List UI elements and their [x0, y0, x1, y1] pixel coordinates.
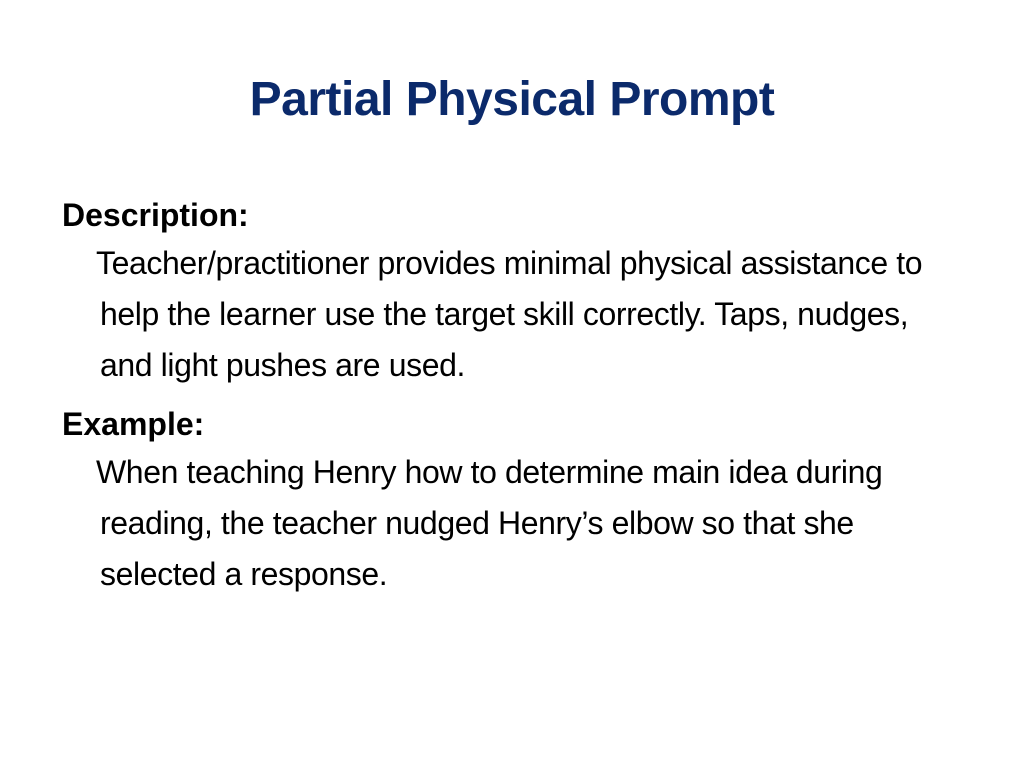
description-text: Teacher/practitioner provides minimal physical assistance to help the learner use the target skill correctly. Taps, nudges, and light pushes are used. [96, 245, 923, 383]
example-text: When teaching Henry how to determine main idea during reading, the teacher nudged Henry’s elbow so that she selected a response. [96, 454, 883, 592]
example-heading: Example: [62, 406, 205, 442]
slide-body [62, 192, 962, 610]
description-heading: Description: [62, 197, 249, 233]
slide-title: Partial Physical Prompt [249, 73, 775, 126]
